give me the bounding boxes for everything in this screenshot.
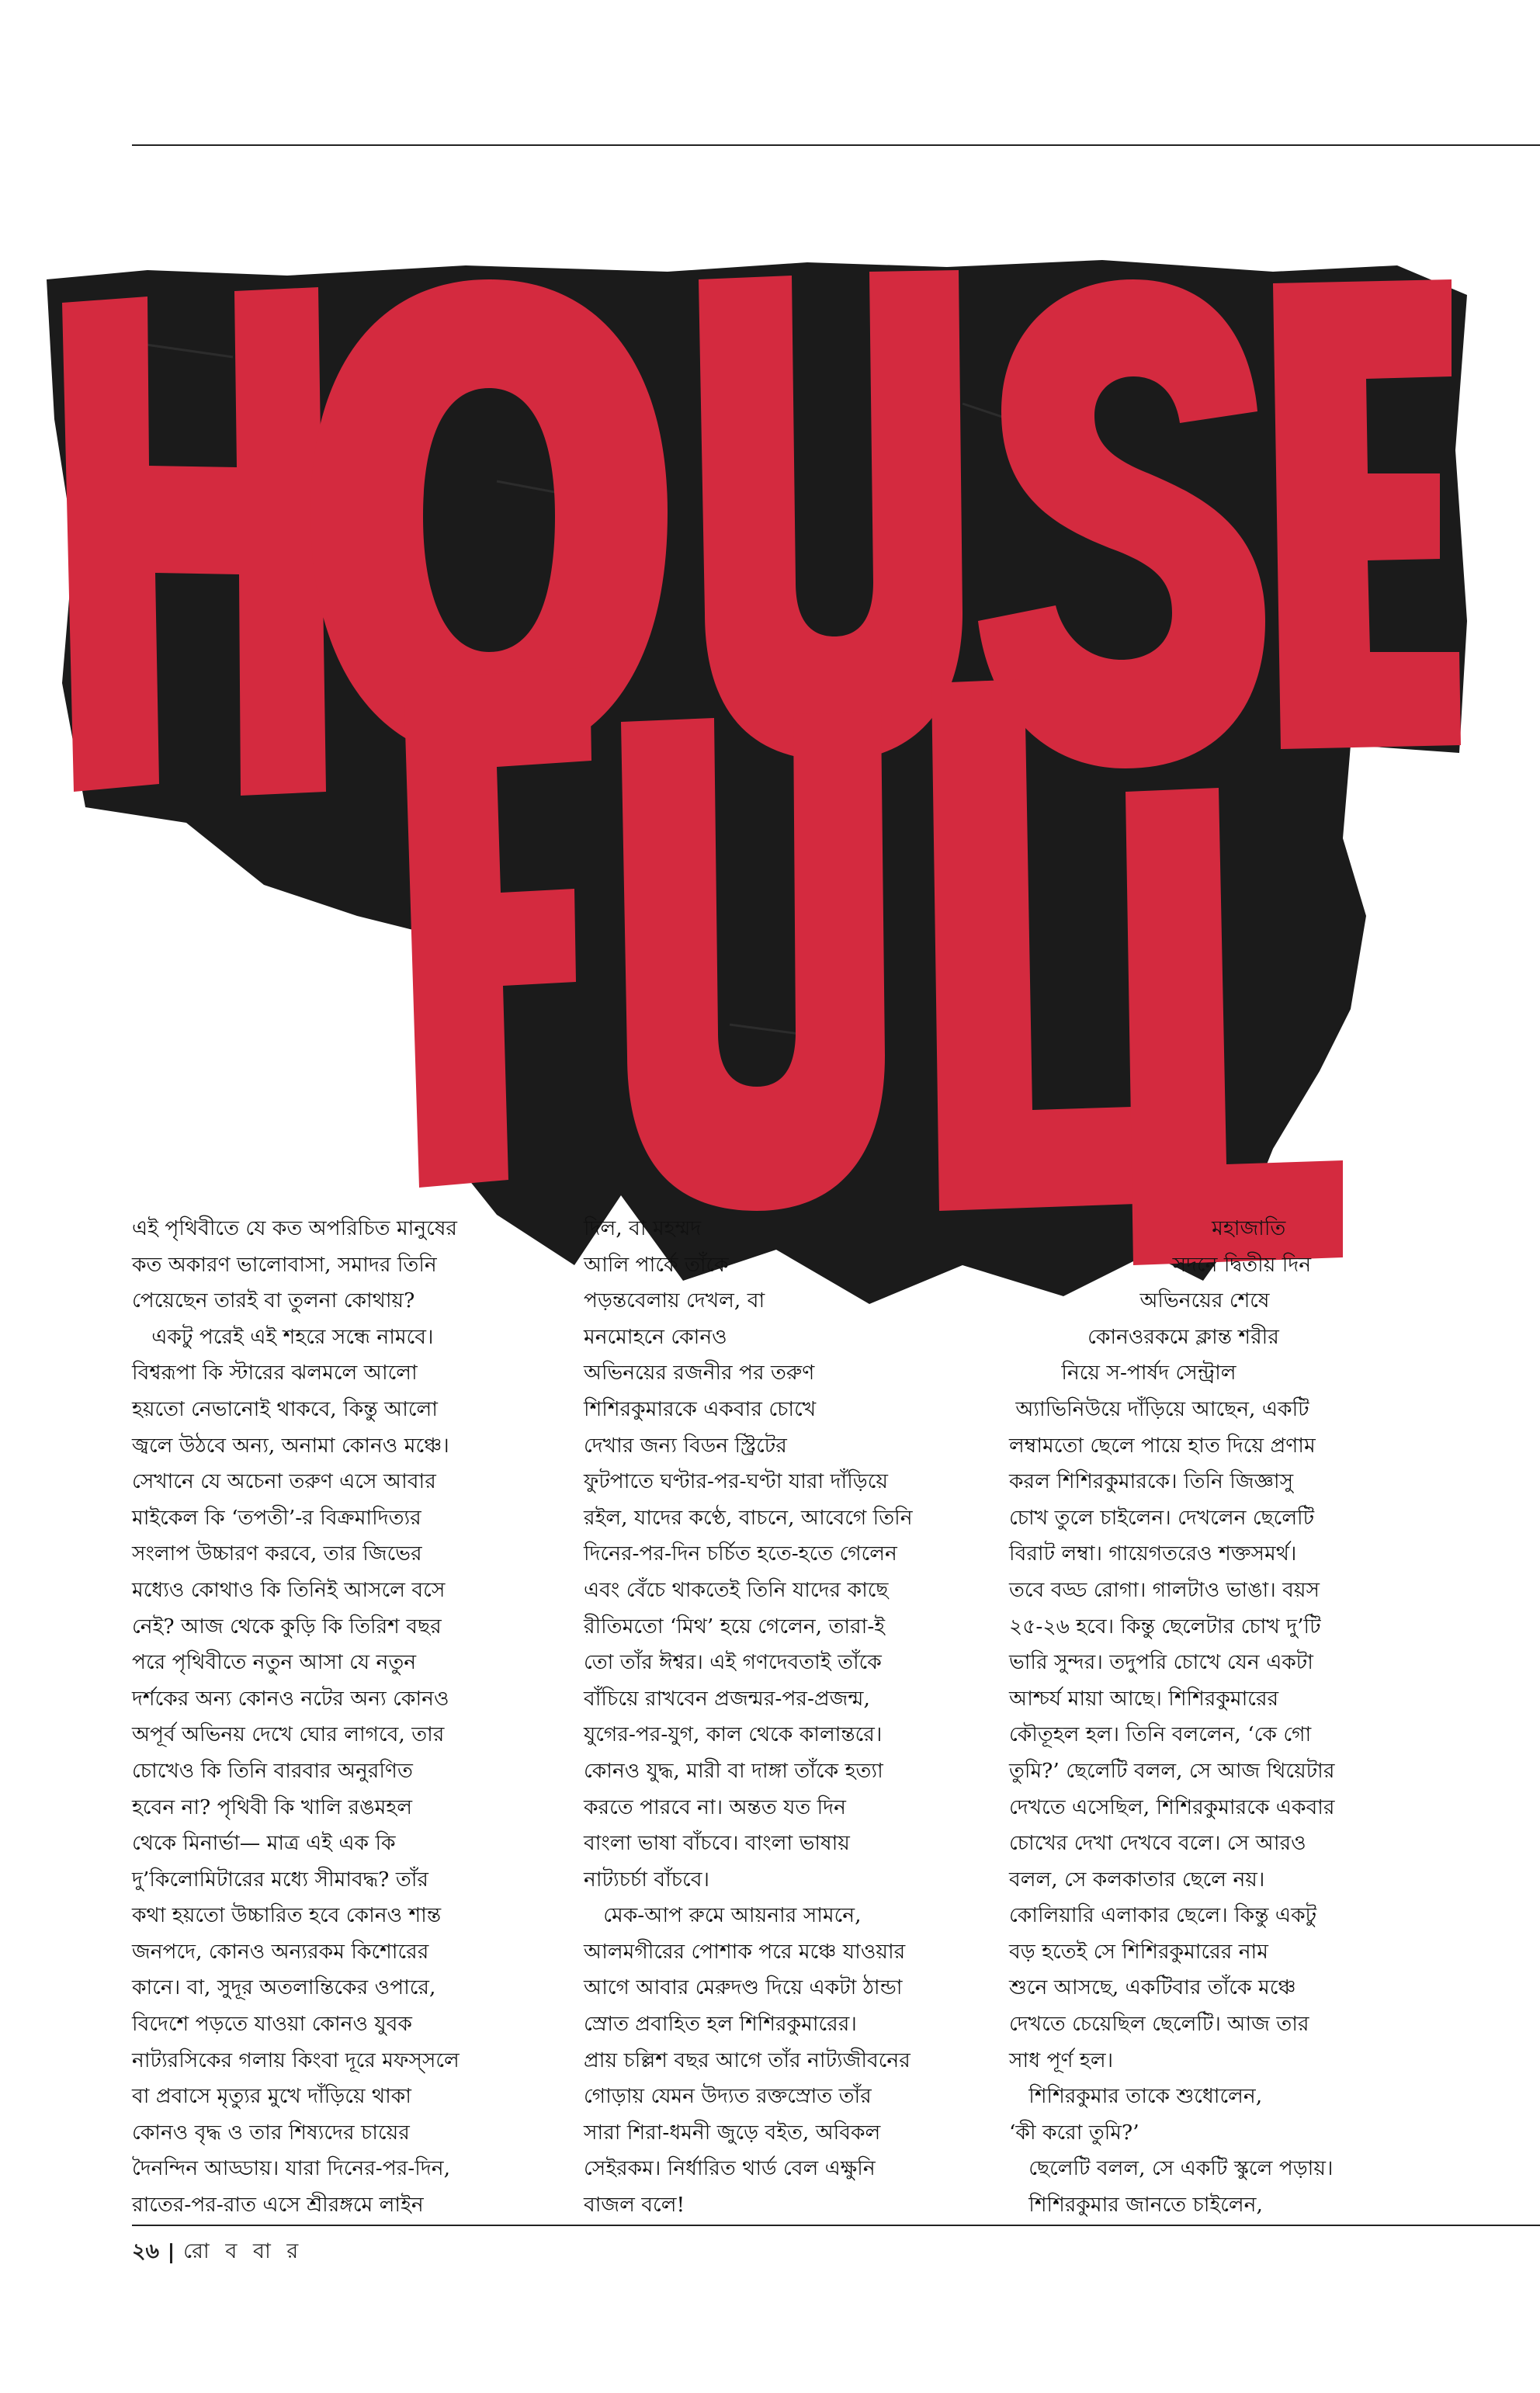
text-line: শিশিরকুমার জানতে চাইলেন, (1009, 2193, 1263, 2218)
text-line: সেখানে যে অচেনা তরুণ এসে আবার (132, 1469, 436, 1494)
housefull-collage-illustration (31, 248, 1498, 1327)
text-line: পেয়েছেন তারই বা তুলনা কোথায়? (132, 1288, 415, 1313)
text-line: মেক-আপ রুমে আয়নার সামনে, (584, 1903, 862, 1928)
text-line: প্রায় চল্লিশ বছর আগে তাঁর নাট্যজীবনের (584, 2048, 910, 2072)
text-line: সারা শিরা-ধমনী জুড়ে বইত, অবিকল (584, 2120, 881, 2145)
text-line: পড়ন্তবেলায় দেখল, বা (584, 1288, 765, 1313)
text-line: ছেলেটি বলল, সে একটি স্কুলে পড়ায়। (1009, 2156, 1334, 2181)
text-line: দু’কিলোমিটারের মধ্যে সীমাবদ্ধ? তাঁর (132, 1867, 428, 1892)
text-line: হয়তো নেভানোই থাকবে, কিন্তু আলো (132, 1396, 438, 1421)
text-line: জনপদে, কোনও অন্যরকম কিশোরের (132, 1939, 429, 1964)
text-line: কত অকারণ ভালোবাসা, সমাদর তিনি (132, 1252, 437, 1277)
bottom-rule (132, 2225, 1540, 2226)
text-line: মধ্যেও কোথাও কি তিনিই আসলে বসে (132, 1577, 446, 1602)
text-line: দেখার জন্য বিডন স্ট্রিটের (584, 1433, 787, 1458)
text-line: দেখতে এসেছিল, শিশিরকুমারকে একবার (1009, 1795, 1335, 1819)
text-line: এবং বেঁচে থাকতেই তিনি যাদের কাছে (584, 1577, 889, 1602)
text-line: জ্বলে উঠবে অন্য, অনামা কোনও মঞ্চে। (132, 1433, 449, 1458)
text-line: দৈনন্দিন আড্ডায়। যারা দিনের-পর-দিন, (132, 2156, 450, 2181)
text-line: গোড়ায় যেমন উদ্যত রক্তস্রোত তাঁর (584, 2084, 872, 2109)
text-line: ভারি সুন্দর। তদুপরি চোখে যেন একটা (1009, 1650, 1313, 1675)
text-line: বাজল বলে! (584, 2193, 685, 2218)
text-line: নাট্যচর্চা বাঁচবে। (584, 1867, 709, 1892)
text-line: অভিনয়ের রজনীর পর তরুণ (584, 1361, 815, 1386)
text-line: অভিনয়ের শেষে (1009, 1288, 1270, 1313)
text-line: অপূর্ব অভিনয় দেখে ঘোর লাগবে, তার (132, 1722, 445, 1747)
article-column-2 (584, 1211, 995, 2224)
footer-separator (170, 2243, 172, 2263)
text-line: দিল, বা মহম্মদ (584, 1216, 702, 1240)
text-line: হবেন না? পৃথিবী কি খালি রঙমহল (132, 1795, 412, 1819)
text-line: থেকে মিনার্ভা— মাত্র এই এক কি (132, 1831, 396, 1856)
text-line: কৌতূহল হল। তিনি বললেন, ‘কে গো (1009, 1722, 1312, 1747)
letter-e (1273, 279, 1461, 749)
text-line: রইল, যাদের কণ্ঠে, বাচনে, আবেগে তিনি (584, 1505, 913, 1530)
text-line: বাঁচিয়ে রাখবেন প্রজন্মর-পর-প্রজন্ম, (584, 1686, 870, 1711)
text-line: পরে পৃথিবীতে নতুন আসা যে নতুন (132, 1650, 417, 1675)
text-line: দিনের-পর-দিন চর্চিত হতে-হতে গেলেন (584, 1542, 897, 1566)
text-line: মনমোহনে কোনও (584, 1324, 727, 1349)
text-line: কোনও বৃদ্ধ ও তার শিষ্যদের চায়ের (132, 2120, 410, 2145)
text-line: কোনও যুদ্ধ, মারী বা দাঙ্গা তাঁকে হত্যা (584, 1758, 883, 1783)
text-line: চোখ তুলে চাইলেন। দেখলেন ছেলেটি (1009, 1505, 1315, 1530)
text-line: কোনওরকমে ক্লান্ত শরীর (1009, 1324, 1279, 1349)
text-line: সেইরকম। নির্ধারিত থার্ড বেল এক্ষুনি (584, 2156, 876, 2181)
text-line: দেখতে চেয়েছিল ছেলেটি। আজ তার (1009, 2012, 1309, 2037)
text-line: লম্বামতো ছেলে পায়ে হাত দিয়ে প্রণাম (1009, 1433, 1316, 1458)
page-number: ২৬ (132, 2239, 160, 2263)
text-line: রীতিমতো ‘মিথ’ হয়ে গেলেন, তারা-ই (584, 1614, 886, 1639)
text-line: তুমি?’ ছেলেটি বলল, সে আজ থিয়েটার (1009, 1758, 1335, 1783)
top-rule (132, 144, 1540, 146)
text-line: মাইকেল কি ‘তপতী’-র বিক্রমাদিত্যর (132, 1505, 421, 1530)
text-line: দর্শকের অন্য কোনও নটের অন্য কোনও (132, 1686, 449, 1711)
page-footer (132, 2235, 303, 2270)
text-line: ২৫-২৬ হবে। কিন্তু ছেলেটার চোখ দু’টি (1009, 1614, 1321, 1639)
text-line: চোখের দেখা দেখবে বলে। সে আরও (1009, 1831, 1306, 1856)
text-line: কথা হয়তো উচ্চারিত হবে কোনও শান্ত (132, 1903, 442, 1928)
text-line: বলল, সে কলকাতার ছেলে নয়। (1009, 1867, 1265, 1892)
text-line: তো তাঁর ঈশ্বর। এই গণদেবতাই তাঁকে (584, 1650, 882, 1675)
article-column-1 (132, 1211, 536, 2224)
text-line: চোখেও কি তিনি বারবার অনুরণিত (132, 1758, 413, 1783)
text-line: করল শিশিরকুমারকে। তিনি জিজ্ঞাসু (1009, 1469, 1294, 1494)
text-line: ফুটপাতে ঘণ্টার-পর-ঘণ্টা যারা দাঁড়িয়ে (584, 1469, 888, 1494)
text-line: আশ্চর্য মায়া আছে। শিশিরকুমারের (1009, 1686, 1279, 1711)
text-line: স্রোত প্রবাহিত হল শিশিরকুমারের। (584, 2012, 857, 2037)
text-line: সদনে দ্বিতীয় দিন (1009, 1252, 1312, 1277)
text-line: যুগের-পর-যুগ, কাল থেকে কালান্তরে। (584, 1722, 883, 1747)
magazine-name: রো ব বা র (183, 2239, 303, 2263)
text-line: কোলিয়ারি এলাকার ছেলে। কিন্তু একটু (1009, 1903, 1317, 1928)
text-line: আগে আবার মেরুদণ্ড দিয়ে একটা ঠান্ডা (584, 1975, 903, 2000)
text-line: আলি পার্কে তাঁকে (584, 1252, 729, 1277)
text-line: শিশিরকুমার তাকে শুধোলেন, (1009, 2084, 1263, 2109)
text-line: সাধ পূর্ণ হল। (1009, 2048, 1114, 2072)
text-line: শিশিরকুমারকে একবার চোখে (584, 1396, 817, 1421)
text-line: কানে। বা, সুদূর অতলান্তিকের ওপারে, (132, 1975, 436, 2000)
text-line: বিরাট লম্বা। গায়েগতরেও শক্তসমর্থ। (1009, 1542, 1297, 1566)
article-column-3 (1009, 1211, 1444, 2224)
text-line: সংলাপ উচ্চারণ করবে, তার জিভের (132, 1542, 422, 1566)
text-line: নাট্যরসিকের গলায় কিংবা দূরে মফস্সলে (132, 2048, 460, 2072)
text-line: বড় হতেই সে শিশিরকুমারের নাম (1009, 1939, 1268, 1964)
text-line: মহাজাতি (1009, 1216, 1286, 1240)
text-line: বিদেশে পড়তে যাওয়া কোনও যুবক (132, 2012, 412, 2037)
text-line: করতে পারবে না। অন্তত যত দিন (584, 1795, 846, 1819)
text-line: রাতের-পর-রাত এসে শ্রীরঙ্গমে লাইন (132, 2193, 424, 2218)
text-line: আলমগীরের পোশাক পরে মঞ্চে যাওয়ার (584, 1939, 906, 1964)
text-line: বা প্রবাসে মৃত্যুর মুখে দাঁড়িয়ে থাকা (132, 2084, 411, 2109)
text-line: বিশ্বরূপা কি স্টারের ঝলমলে আলো (132, 1361, 418, 1386)
text-line: বাংলা ভাষা বাঁচবে। বাংলা ভাষায় (584, 1831, 850, 1856)
text-line: এই পৃথিবীতে যে কত অপরিচিত মানুষের (132, 1216, 458, 1240)
text-line: নেই? আজ থেকে কুড়ি কি তিরিশ বছর (132, 1614, 442, 1639)
text-line: শুনে আসছে, একটিবার তাঁকে মঞ্চে (1009, 1975, 1296, 2000)
text-line: অ্যাভিনিউয়ে দাঁড়িয়ে আছেন, একটি (1009, 1396, 1309, 1421)
text-line: তবে বড্ড রোগা। গালটাও ভাঙা। বয়স (1009, 1577, 1320, 1602)
text-line: নিয়ে স-পার্ষদ সেন্ট্রাল (1009, 1361, 1237, 1386)
text-line: ‘কী করো তুমি?’ (1009, 2120, 1139, 2145)
text-line: একটু পরেই এই শহরে সন্ধে নামবে। (132, 1324, 434, 1349)
